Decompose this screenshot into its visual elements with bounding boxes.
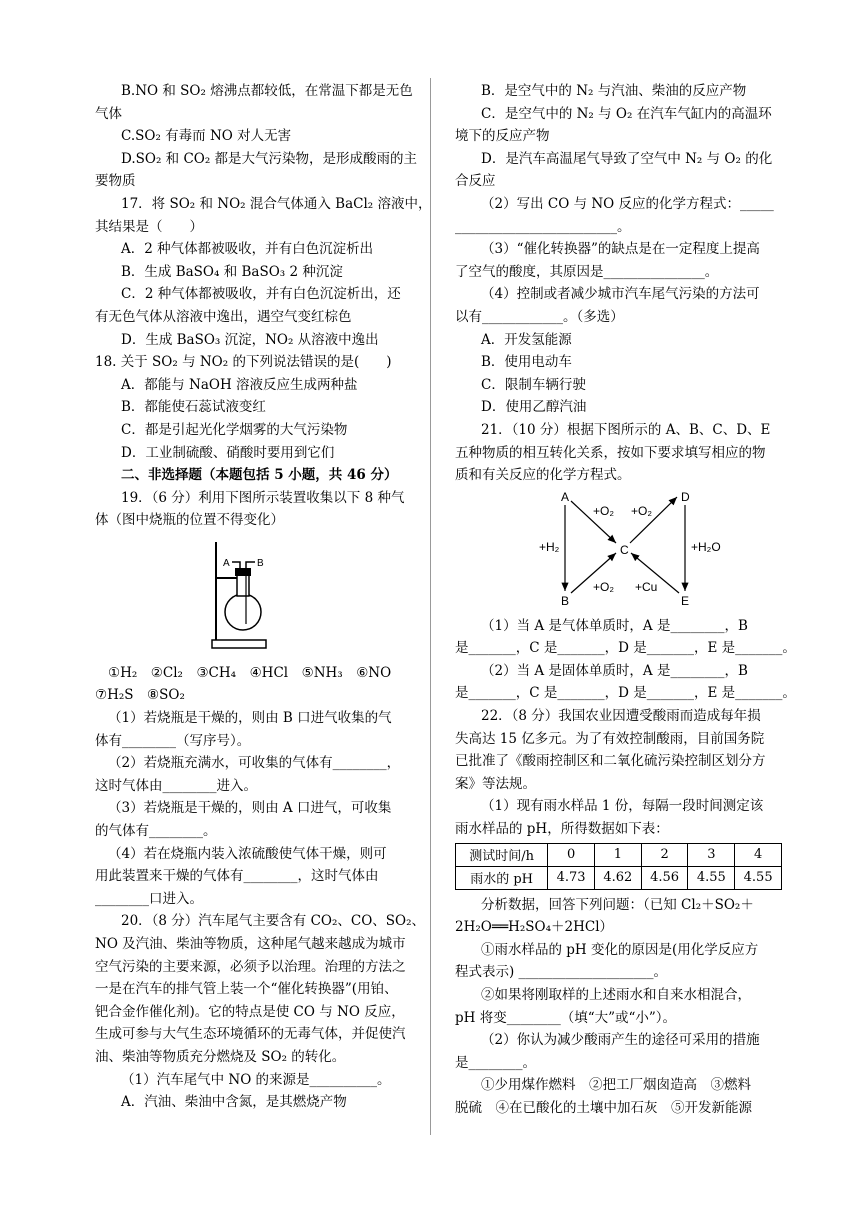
label-o2: +O₂ — [593, 579, 614, 594]
text-line: （3）“催化转换器”的缺点是在一定程度上提高 — [481, 241, 760, 258]
option-d: D．生成 BaSO₃ 沉淀，NO₂ 从溶液中逸出 — [121, 331, 379, 348]
text-line: ________________________。 — [455, 218, 631, 235]
text-line: 气体 — [95, 105, 122, 122]
option-a: A．都能与 NaOH 溶液反应生成两种盐 — [121, 376, 358, 393]
table-cell: 1 — [594, 843, 641, 866]
label-h2: +H₂ — [539, 539, 560, 554]
node-c: C — [620, 542, 629, 557]
text-line: 钯合金作催化剂)。它的特点是使 CO 与 NO 反应， — [95, 1003, 405, 1020]
section-heading: 二、非选择题（本题包括 5 小题，共 46 分） — [121, 467, 398, 484]
table-row — [456, 843, 782, 866]
text-line: 是_______，C 是_______，D 是_______，E 是_______。 — [455, 640, 796, 657]
text-line: B.NO 和 SO₂ 熔沸点都较低，在常温下都是无色 — [121, 83, 413, 99]
table-cell: 4.62 — [594, 866, 641, 889]
text-line: （2）你认为减少酸雨产生的途径可采用的措施 — [481, 1032, 760, 1049]
label-o2: +O₂ — [631, 503, 652, 518]
conversion-relation-diagram — [455, 487, 782, 611]
text-line: 境下的反应产物 — [455, 128, 550, 145]
node-a: A — [561, 489, 570, 504]
option-d: D．是汽车高温尾气导致了空气中 N₂ 与 O₂ 的化 — [481, 150, 773, 167]
table-cell: 4.55 — [735, 866, 782, 889]
gas-list: ①H₂ ②Cl₂ ③CH₄ ④HCl ⑤NH₃ ⑥NO — [108, 664, 392, 681]
option-c: C．2 种气体都被吸收，并有白色沉淀析出，还 — [121, 286, 401, 303]
table-cell: 4 — [735, 843, 782, 866]
option-b: B．都能使石蕊试液变红 — [121, 399, 266, 416]
question-20: 20．（8 分）汽车尾气主要含有 CO₂、CO、SO₂、 — [121, 913, 426, 930]
question-21: 21．（10 分）根据下图所示的 A、B、C、D、E — [481, 421, 771, 438]
text-line: 这时气体由________进入。 — [95, 777, 257, 794]
column-divider — [430, 78, 431, 1135]
text-line: 体有________（写序号）。 — [95, 732, 251, 749]
table-cell: 雨水的 pH — [456, 866, 548, 889]
text-line: （2）若烧瓶充满水，可收集的气体有________， — [108, 755, 401, 772]
option-b: B．生成 BaSO₄ 和 BaSO₃ 2 种沉淀 — [121, 263, 343, 280]
question-17: 17．将 SO₂ 和 NO₂ 混合气体通入 BaCl₂ 溶液中， — [121, 195, 432, 212]
table-cell: 测试时间/h — [456, 843, 548, 866]
text-line: 已批准了《酸雨控制区和二氧化硫污染控制区划分方 — [455, 753, 766, 770]
left-column — [95, 80, 432, 1114]
text-line: 失高达 15 亿多元。为了有效控制酸雨，目前国务院 — [455, 730, 765, 747]
option-d: D．工业制硫酸、硝酸时要用到它们 — [121, 444, 335, 461]
text-line: 以有____________。（多选） — [455, 308, 624, 325]
text-line: （1）若烧瓶是干燥的，则由 B 口进气收集的气 — [108, 710, 392, 727]
apparatus-figure — [95, 532, 413, 656]
text-line: 的气体有________。 — [95, 823, 217, 840]
text-line: （1）现有雨水样品 1 份，每隔一段时间测定该 — [481, 798, 764, 815]
text-line: 合反应 — [455, 173, 496, 190]
table-cell: 0 — [548, 843, 595, 866]
text-line: 是________。 — [455, 1054, 536, 1071]
text-line: C.SO₂ 有毒而 NO 对人无害 — [121, 128, 292, 145]
ph-data-table — [455, 843, 782, 890]
right-column — [455, 80, 796, 1120]
table-row — [456, 866, 782, 889]
option-b: B．是空气中的 N₂ 与汽油、柴油的反应产物 — [481, 83, 747, 99]
text-line: 空气污染的主要来源，必须予以治理。治理的方法之 — [95, 958, 406, 975]
text-line: 要物质 — [95, 173, 136, 190]
label-h2o: +H₂O — [691, 539, 721, 554]
text-line: （3）若烧瓶是干燥的，则由 A 口进气，可收集 — [108, 800, 392, 817]
question-19: 19．（6 分）利用下图所示装置收集以下 8 种气 — [121, 489, 405, 506]
text-line: D.SO₂ 和 CO₂ 都是大气污染物，是形成酸雨的主 — [121, 150, 418, 167]
text-line: 案》等法规。 — [455, 775, 536, 792]
text-line: 有无色气体从溶液中逸出，遇空气变红棕色 — [95, 308, 352, 325]
text-line: NO 及汽油、柴油等物质，这种尾气越来越成为城市 — [95, 936, 406, 952]
text-line: 用此装置来干燥的气体有________，这时气体由 — [95, 868, 379, 885]
text-line: （1）当 A 是气体单质时，A 是________，B — [481, 617, 748, 634]
table-cell: 4.55 — [688, 866, 735, 889]
text-line: （2）当 A 是固体单质时，A 是________，B — [481, 662, 748, 679]
label-b: B — [257, 557, 264, 569]
question-18: 18. 关于 SO₂ 与 NO₂ 的下列说法错误的是( ) — [95, 354, 392, 371]
text-line: 程式表示) ____________________。 — [455, 964, 668, 981]
text-line: （1）汽车尾气中 NO 的来源是__________。 — [121, 1071, 391, 1088]
text-line: 油、柴油等物质充分燃烧及 SO₂ 的转化。 — [95, 1048, 346, 1065]
text-line: 生成可参与大气生态环境循环的无毒气体，并促使汽 — [95, 1026, 406, 1043]
table-cell: 3 — [688, 843, 735, 866]
option-c: C．都是引起光化学烟雾的大气污染物 — [121, 421, 348, 438]
text-line: ①雨水样品的 pH 变化的原因是(用化学反应方 — [481, 941, 759, 958]
table-cell: 4.56 — [641, 866, 688, 889]
option-c: C．是空气中的 N₂ 与 O₂ 在汽车气缸内的高温环 — [481, 105, 772, 122]
question-22: 22．（8 分）我国农业因遭受酸雨而造成每年损 — [481, 708, 761, 725]
gas-collection-apparatus-diagram — [95, 532, 413, 656]
text-line: 质和有关反应的化学方程式。 — [455, 467, 631, 484]
text-line: 了空气的酸度，其原因是_______________。 — [455, 263, 719, 280]
label-a: A — [223, 557, 230, 569]
label-o2: +O₂ — [593, 503, 614, 518]
text-line: （4）若在烧瓶内装入浓硫酸使气体干燥，则可 — [108, 845, 387, 862]
text-line: 分析数据，回答下列问题：（已知 Cl₂＋SO₂＋ — [481, 896, 754, 913]
text-line: （2）写出 CO 与 NO 反应的化学方程式：_____ — [481, 195, 774, 212]
text-line: 一是在汽车的排气管上装一个“催化转换器”(用铂、 — [95, 981, 398, 998]
text-line: 雨水样品的 pH，所得数据如下表： — [455, 821, 669, 838]
measure-list: 脱硫 ④在已酸化的土壤中加石灰 ⑤开发新能源 — [455, 1099, 752, 1116]
gas-list: ⑦H₂S ⑧SO₂ — [95, 687, 185, 704]
text-line: ________口进入。 — [95, 890, 203, 907]
option-b: B．使用电动车 — [481, 354, 572, 371]
table-cell: 2 — [641, 843, 688, 866]
text-line: （4）控制或者减少城市汽车尾气污染的方法可 — [481, 286, 760, 303]
text-line: 是_______，C 是_______，D 是_______，E 是_______。 — [455, 685, 796, 702]
option-a: A．开发氢能源 — [481, 331, 572, 348]
text-line: 五种物质的相互转化关系，按如下要求填写相应的物 — [455, 444, 766, 461]
table-cell: 4.73 — [548, 866, 595, 889]
node-e: E — [681, 593, 690, 608]
option-d: D．使用乙醇汽油 — [481, 399, 587, 416]
option-a: A．汽油、柴油中含氮，是其燃烧产物 — [121, 1094, 347, 1111]
text-line: 体（图中烧瓶的位置不得变化） — [95, 512, 284, 529]
option-c: C．限制车辆行驶 — [481, 376, 586, 393]
text-line: 其结果是（ ） — [95, 218, 203, 235]
equation-line: 2H₂O══H₂SO₄＋2HCl） — [455, 919, 614, 936]
option-a: A．2 种气体都被吸收，并有白色沉淀析出 — [121, 241, 374, 258]
text-line: pH 将变________（填“大”或“小”）。 — [455, 1009, 677, 1026]
text-line: ②如果将刚取样的上述雨水和自来水相混合， — [481, 987, 751, 1003]
node-d: D — [681, 489, 690, 504]
node-b: B — [561, 593, 570, 608]
label-cu: +Cu — [635, 579, 658, 594]
conversion-diagram — [455, 487, 782, 611]
measure-list: ①少用煤作燃料 ②把工厂烟囱造高 ③燃料 — [481, 1077, 751, 1094]
